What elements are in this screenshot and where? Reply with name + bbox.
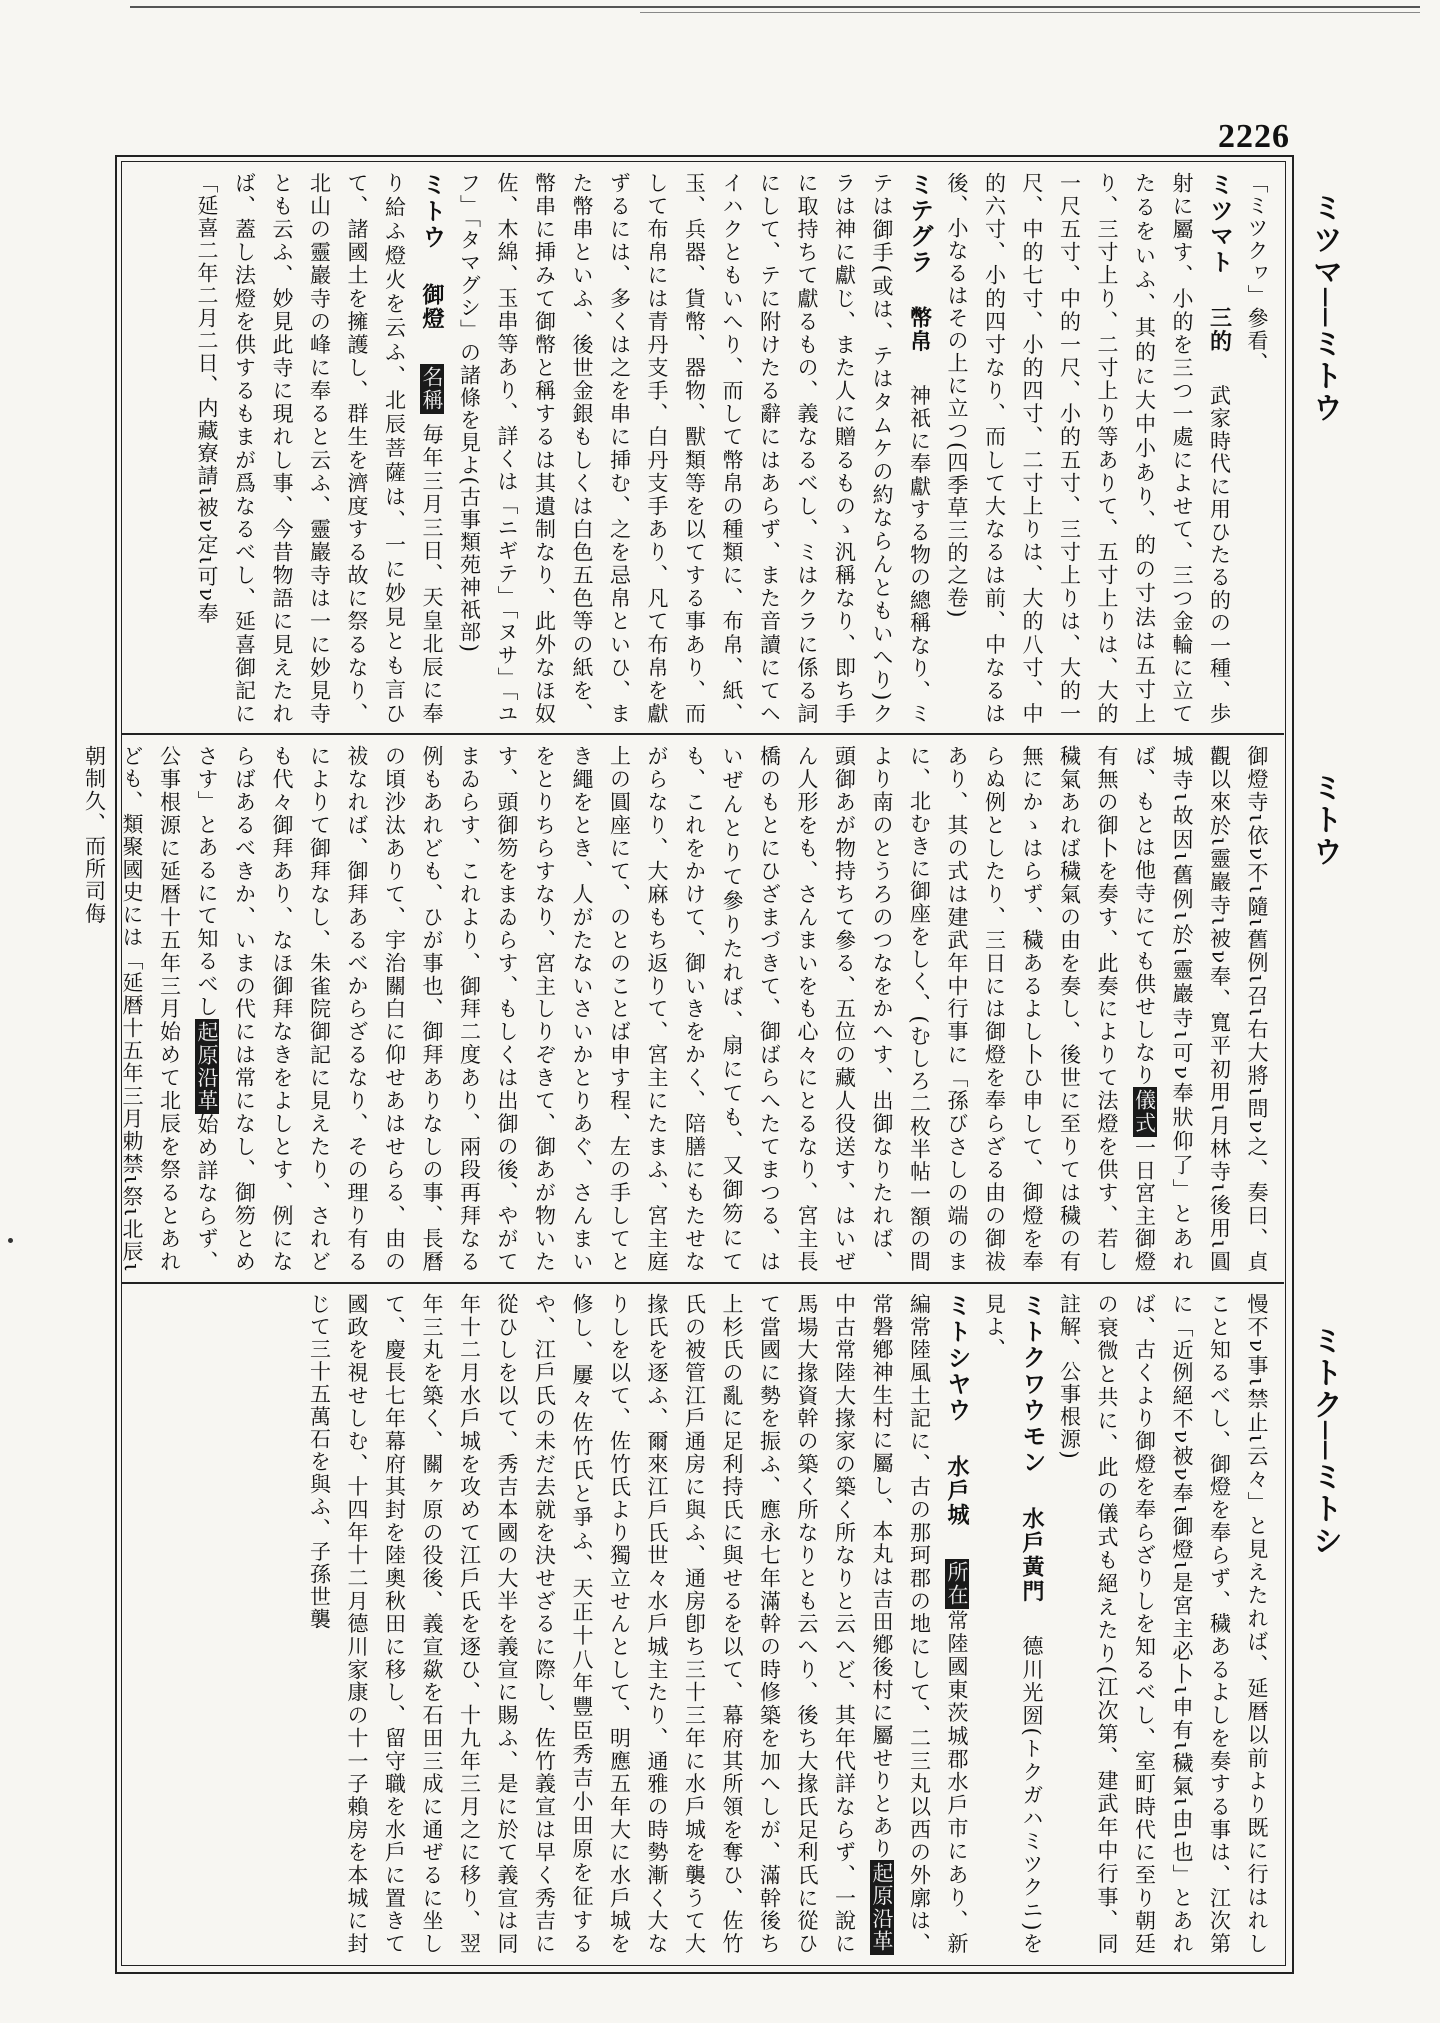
middle-text-2: 一日宮主御燈有無の御卜を奏す、此奏によりて法燈を供す、若し穢氣あれば穢氣の由を奏し、後世に至りては穢の有無にかゝはらず、穢あるよし卜ひ申して、御燈を奉らぬ例としたり、三日には御燈を奉らざる由の御祓あり、其の式は建武年中行事に「孫びさしの端のまに、北むきに御座をしく、(むしろ二枚半帖一額の間より南のとうろのつなをかへす、出御なりたれば、頭御あが物持ちて參る、五位の藏人役送す、はいぜん人形をも、さんまいをも心々にとるなり、宮主長橋のもとにひざまづきて、御ばらへたてまつる、はいぜんとりて參りたれば、扇にても、又御笏にても、これをかけて、御いきをかく、陪膳にもたせながらなり、大麻もち返りて、宮主にたまふ、宮主庭上の圓座にて、のとのことば申す程、左の手してとき繩をとき、人がたないさいかとりあぐ、さんまいをとりちらすなり、宮主しりぞきて、御あが物いたす、頭御笏をまゐらす、もしくは出御の後、やがてまゐらす、これより、御拜二度あり、兩段再拜なる例もあれども、ひが事也、御拜ありなしの事、長曆の頃沙汰ありて、宇治關白に仰せあはせらる、由の祓なれば、御拜あるべからざるなり、その理り有るによりて御拜なし、朱雀院御記に見えたり、されども代々御拜あり、なほ御拜なきをよしとす、例にならばあるべきか、いまの代には常になし、御笏とめさす」とあるにて知るべし	[195, 745, 1157, 1274]
kanji-mitokoumon: 水戶黃門	[1019, 1507, 1045, 1604]
running-head-middle: ミトウ	[1307, 772, 1342, 868]
body-mitou: 毎年三月三日、天皇北辰に奉り給ふ燈火を云ふ、北辰菩薩は、一に妙見とも言ひて、諸國土を擁護し、群生を濟度する故に祭るなり、北山の靈巖寺の峰に奉ると云ふ、靈巖寺は一に妙見寺とも云ふ、妙見此寺に現れし事、今昔物語に見えたれば、蓋し法燈を供するもまが爲なるべし、延喜御記に「延喜二年二月二日、内藏寮請ι被ν定ι可ν奉	[195, 172, 444, 726]
headword-mitoshiyau: ミトシヤウ	[943, 1293, 971, 1424]
section-divider-2	[121, 1282, 1284, 1284]
entry-mitsumato	[938, 172, 1238, 725]
kanji-mitou: 御燈	[419, 283, 445, 332]
kanji-mitsumato: 三的	[1206, 305, 1233, 354]
body-mitoshiyau: 常陸國東茨城郡水戶市にあり、新編常陸風土記に、古の那珂郡の地にして、二三丸以西の外廓は、常磐鄕神生村に屬し、本丸は吉田鄕後村に屬せりとあり	[870, 1293, 969, 1956]
entry-mitou-end: 慢不ν事ι禁止ι云々」と見えたれば、延暦以前より既に行はれしこと知るべし、御燈を奉らず、穢あるよしを奏する事は、江次第に「近例絕不ν被ν奉ι御燈ι是宮主必卜ι申有ι穢氣ι由ι也」とあれば、古くより御燈を奉らざりしを知るべし、室町時代に至り朝廷の衰微と共に、此の儀式も絕えたり(江次第、建武年中行事、同註解、公事根源)	[1057, 1293, 1269, 1956]
entry-mitegura	[450, 172, 938, 725]
kanji-mitoshiyau: 水戶城	[944, 1455, 970, 1528]
entry-mitoshiyau	[300, 1293, 975, 1955]
running-head-bottom: ミトク──ミトシ	[1307, 1325, 1342, 1558]
middle-section	[82, 745, 1275, 1274]
body-mitegura: 神祇に奉獻する物の總稱なり、ミテは御手(或は、テはタムケの約ならんともいへり)クラは神に獻じ、また人に贈るものゝ汎稱なり、即ち手に取持ちて獻るもの、義なるべし、ミはクラに係る詞にして、テに附けたる辭にはあらず、また音讀にてヘイハクともいへり、而して幣帛の種類に、布帛、紙、玉、兵器、貨幣、器物、獸類等を以てする事あり、而して布帛には青丹支手、白丹支手あり、凡て布帛を獻ずるには、多くは之を串に挿む、之を忌帛といひ、また幣串といふ、後世金銀もしくは白色五色等の紙を、幣串に挿みて御幣と稱するは其遺制なり、此外なほ奴佐、木綿、玉串等あり、詳くは「ニギテ」「ヌサ」「ユフ」「タマグシ」の諸條を見よ(古事類苑神祇部)	[457, 172, 932, 726]
top-rule	[130, 6, 1420, 8]
bottom-section	[130, 1293, 1275, 1955]
running-head-top: ミツマ──ミトウ	[1307, 192, 1342, 425]
headword-mitegura: ミテグラ	[905, 172, 934, 275]
kanji-mitegura: 幣帛	[906, 305, 933, 354]
margin-mark	[8, 1238, 13, 1243]
badge-kigen-enkaku: 起原沿革	[195, 1020, 219, 1112]
entry-mitou	[188, 172, 451, 725]
body-mitoshiyau-2: 中古常陸大掾家の築く所なりと云へど、其年代詳ならず、一說に馬場大掾資幹の築く所なりとも云へり、後ち大掾氏足利氏に從ひて當國に勢を振ふ、應永七年滿幹の時修築を加へしが、滿幹後ち上杉氏の亂に足利持氏に與せるを以て、幕府其所領を奪ひ、佐竹氏の被管江戶通房に與ふ、通房卽ち三十三年に水戶城を襲うて大掾氏を逐ふ、爾來江戶氏世々水戶城主たり、通雅の時勢漸く大なりしを以て、佐竹氏より獨立せんとして、明應五年大に水戶城を修し、屢々佐竹氏と爭ふ、天正十八年豐臣秀吉小田原を征するや、江戶氏の未だ去就を決せざるに際し、佐竹義宣は早く秀吉に從ひしを以て、秀吉本國の大半を義宣に賜ふ、是に於て義宣は同年十二月水戶城を攻めて江戶氏を逐ひ、十九年三月之に移り、翌年三丸を築く、關ヶ原の役後、義宣歘を石田三成に通ぜるに坐して、慶長七年幕府其封を陸奧秋田に移し、留守職を水戶に置きて國政を視せしむ、十四年十二月德川家康の十一子賴房を本城に封じて三十五萬石を與ふ、子孫世襲	[307, 1293, 857, 1956]
headword-mitou: ミトウ	[418, 172, 446, 251]
entry-mitou-continued	[75, 745, 1275, 1273]
badge-meisho: 名稱	[420, 365, 444, 413]
badge-kigen-enkaku-2: 起原沿革	[870, 1862, 894, 1954]
body-mitsumato: 武家時代に用ひたる的の一種、歩射に屬す、小的を三つ一處によせて、三つ金輪に立てたるをいふ、其的に大中小あり、的の寸法は五寸上り、三寸上り、二寸上り等ありて、五寸上りは、大的一尺五寸、中的一尺、小的五寸、三寸上りは、大的一尺、中的七寸、小的四寸、二寸上りは、大的八寸、中的六寸、小的四寸なり、而して大なるは前、中なるは後、小なるはその上に立つ(四季草三的之卷)	[945, 172, 1232, 726]
middle-text-3: 始め詳ならず、公事根源に延暦十五年三月始めて北辰を祭るとあれども、類聚國史には「延暦十五年三月勅禁ι祭ι北辰ι朝制久、而所司侮	[82, 745, 219, 1274]
entry-mitokoumon	[975, 1293, 1050, 1955]
top-note: 「ミツクヮ」參看、	[1245, 172, 1269, 375]
body-mitokoumon: 德川光圀(トクガハミツクニ)を見よ、	[982, 1293, 1044, 1955]
middle-text-1: 御燈寺ι依ν不ι隨ι舊例ι召ι右大將ι問ν之、奏曰、貞觀以來於ι靈巖寺ι被ν奉、寬平初用ι月林寺ι後用ι圓城寺ι故因ι舊例ι於ι靈巖寺ι可ν奉狀仰了」とあれば、もとは他寺にても供せしなり	[1132, 745, 1269, 1273]
top-rule-thin	[640, 12, 1420, 13]
badge-shozai: 所在	[945, 1561, 969, 1608]
headword-mitokoumon: ミトクワウモン	[1018, 1293, 1046, 1476]
top-section	[130, 172, 1275, 725]
headword-mitsumato: ミツマト	[1205, 172, 1234, 275]
section-divider-1	[121, 733, 1284, 735]
page-number: 2226	[1218, 118, 1290, 155]
badge-gishiki: 儀式	[1132, 1088, 1157, 1135]
